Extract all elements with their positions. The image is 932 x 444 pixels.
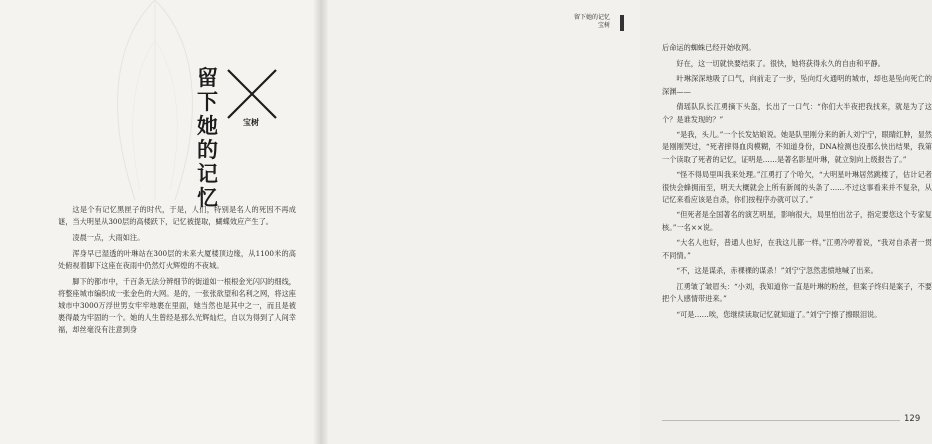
paragraph: “大名人也好，普通人也好，在我这儿都一样。”江勇冷哼着说，“我对自杀者一贯不同情。”	[662, 238, 932, 260]
right-page	[320, 0, 932, 444]
paragraph: “可是……唉，您继续读取记忆就知道了。”刘宁宁擦了擦眼泪说。	[676, 309, 882, 319]
header-author: 宝树	[597, 22, 610, 29]
paragraph: 江勇皱了皱眉头：“小刘，我知道你一直是叶琳的粉丝，但案子终归是案子，不要把个人感情带进来。”	[662, 281, 932, 304]
paragraph: 倩瑶队队长江勇摘下头盔，长出了一口气：“你们大半夜把我找来，就是为了这个？是谁发现的？”	[662, 102, 932, 124]
paragraph: “不，这是谋杀，赤裸裸的谋杀！”刘宁宁忽然悲愤地喊了出来。	[676, 266, 878, 276]
book-gutter	[314, 0, 328, 444]
paragraph: 浑身早已湿透的叶琳站在300层的未来大厦楼顶边缘，从1100米的高处俯视着脚下这座在夜雨中仍然灯火辉煌的不夜城。	[58, 248, 296, 270]
footer-rule	[662, 420, 900, 421]
paragraph: 这是个有记忆黑匣子的时代，于是，人们，特别是名人的死因不再成谜，当大明星从300层的高楼跃下，记忆被提取，蝴蝶效应产生了。	[58, 205, 296, 227]
left-page	[0, 0, 320, 444]
right-body-text	[662, 42, 932, 325]
paragraph: 后命运的蜘蛛已经开始收网。	[662, 43, 756, 52]
paragraph: 好在，这一切就快要结束了。很快，她将获得永久的自由和平静。	[676, 58, 885, 68]
paragraph: “是我，头儿。”一个长发姑娘说。她是队里刚分来的新人刘宁宁，眼睛红肿，显然是刚刚哭过，“死者摔得血肉模糊，不知道身份，DNA检测也没那么快出结果，我第一个读取了死者的记忆，证明是……是著名影星叶琳，就立刻向上级报告了。”	[662, 130, 932, 164]
header-bar	[620, 15, 624, 31]
page-number: 129	[904, 414, 921, 424]
cross-mark-icon	[226, 68, 278, 120]
paragraph: “怪不得局里叫我来处理。”江勇打了个哈欠，“大明星叶琳居然跳楼了，估计记者很快会蜂拥而至，明天大概就会上所有新闻的头条了……不过这事看来并不复杂，从记忆来看应该是自杀，你们按程序办就可以了。”	[662, 170, 932, 204]
chapter-title: 留下她的记忆	[197, 65, 218, 210]
paragraph: 脚下的都市中，千百条无法分辨细节的街道如一根根金光闪闪的细线，将整座城市编织成一张金色的大网。是的，一张张欲望和名利之网，将这座城市中3000万浮世男女牢牢地裹在里面，她当然也是其中之一，而且是被裹得最为牢固的一个。她的人生曾经是那么光辉灿烂，自以为得到了人间幸福，却丝毫没有注意到身	[58, 276, 296, 335]
running-header	[574, 14, 610, 30]
paragraph: “但死者是全国著名的演艺明星，影响很大，局里怕出岔子，指定要您这个专家复核。”一名××说。	[662, 210, 932, 232]
header-title: 留下她的记忆	[573, 14, 610, 21]
paragraph: 凌晨一点，大雨如注。	[72, 232, 145, 242]
left-body-text	[58, 204, 296, 340]
author-name: 宝树	[243, 117, 259, 127]
paragraph: 叶琳深深地吸了口气，向前走了一步，坠向灯火通明的城市，却也是坠向死亡的深渊——	[662, 74, 932, 96]
